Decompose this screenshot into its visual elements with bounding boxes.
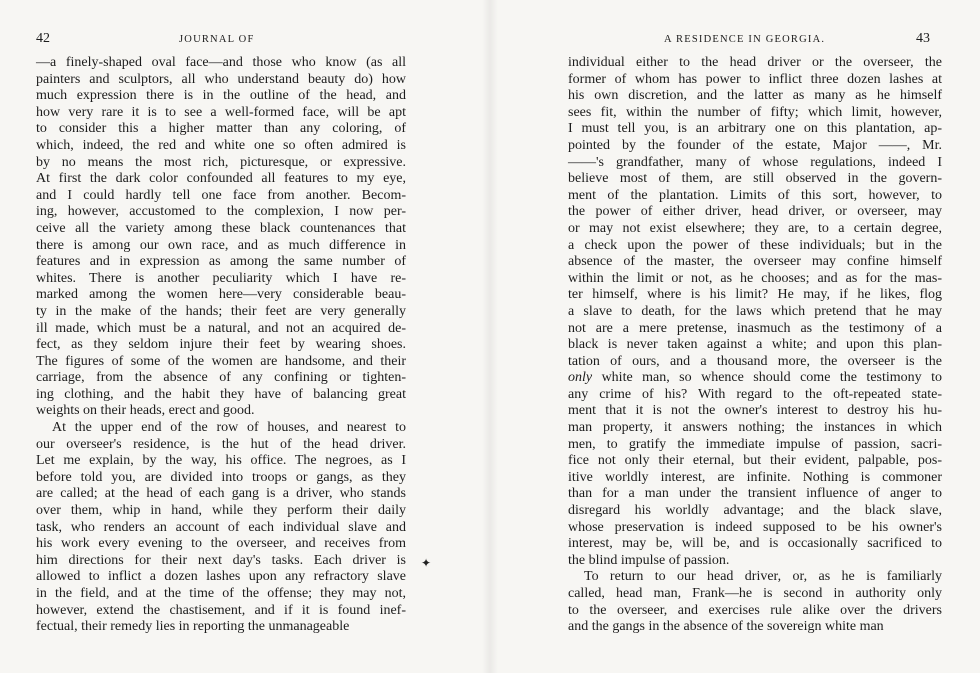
text-line: painters and sculptors, all who understand beauty do) how bbox=[36, 71, 406, 87]
right-page-header bbox=[568, 30, 930, 48]
text-line: to the overseer, and exercises rule alike over the drivers bbox=[568, 602, 942, 618]
left-page-number: 42 bbox=[36, 31, 50, 46]
text-line: only white man, so whence should come the testimony to bbox=[568, 370, 942, 386]
text-line: a check upon the power of these individuals; but in the bbox=[568, 237, 942, 253]
text-line: weights on their heads, erect and good. bbox=[36, 403, 255, 419]
text-line: however, extend the chastisement, and if it is found inef- bbox=[36, 602, 406, 618]
text-line: are called; at the head of each gang is a driver, who stands bbox=[36, 486, 406, 502]
text-line: by no means the most rich, picturesque, or expressive. bbox=[36, 154, 406, 170]
text-line: To return to our head driver, or, as he is familiarly bbox=[584, 569, 942, 585]
text-line: interest, may be, will be, and is occasionally sacrificed to bbox=[568, 536, 942, 552]
text-line: ill made, which must be a natural, and not an acquired de- bbox=[36, 320, 406, 336]
left-running-head: JOURNAL OF bbox=[179, 34, 255, 45]
text-line: over them, whip in hand, while they perform their daily bbox=[36, 503, 406, 519]
right-page-number: 43 bbox=[916, 31, 930, 46]
right-page bbox=[490, 0, 980, 673]
text-line: I must tell you, is an arbitrary one on this plantation, ap- bbox=[568, 121, 942, 137]
text-line: than for a man under the transient influence of anger to bbox=[568, 486, 942, 502]
text-line: man property, it answers nothing; the instances in which bbox=[568, 420, 942, 436]
text-line: there is among our own race, and as much difference in bbox=[36, 237, 406, 253]
text-line: the blind impulse of passion. bbox=[568, 552, 730, 568]
text-line: before told you, are divided into troops or gangs, as they bbox=[36, 469, 406, 485]
text-line: individual either to the head driver or the overseer, the bbox=[568, 55, 942, 70]
text-line: At the upper end of the row of houses, and nearest to bbox=[52, 420, 406, 436]
text-line: task, who renders an account of each individual slave and bbox=[36, 519, 406, 535]
text-line: which, indeed, the red and white one so often admired is bbox=[36, 137, 406, 153]
text-line: sees fit, within the number of fifty; which limit, however, bbox=[568, 104, 942, 120]
text-line: ter himself, where is his limit? He may, if he likes, flog bbox=[568, 287, 942, 303]
text-line: features and in expression as among the same number of bbox=[36, 254, 406, 270]
text-line: tation of ours, and a thousand more, the overseer is the bbox=[568, 353, 942, 369]
text-line: and I could hardly tell one face from another. Becom- bbox=[36, 187, 406, 203]
text-line: fice not only their eternal, but their evident, palpable, pos- bbox=[568, 453, 942, 469]
text-line: not are a mere pretense, inasmuch as the testimony of a bbox=[568, 320, 942, 336]
text-line: At first the dark color confounded all features to my eye, bbox=[36, 171, 406, 187]
text-line: pointed by the founder of the estate, Major ——, Mr. bbox=[568, 137, 942, 153]
text-line: ty in the make of the hands; their feet are very generally bbox=[36, 303, 406, 319]
text-line: to consider this a higher matter than any coloring, of bbox=[36, 121, 406, 137]
text-line: his own discretion, and the latter as many as he himself bbox=[568, 88, 942, 104]
text-line: much expression there is in the outline of the head, and bbox=[36, 88, 406, 104]
right-page-text bbox=[568, 55, 942, 636]
text-line: former of whom has power to inflict three dozen lashes at bbox=[568, 71, 942, 87]
left-page-header bbox=[36, 30, 406, 48]
text-line: ceive all the variety among these black countenances that bbox=[36, 220, 406, 236]
text-line: or may not exist elsewhere; they are, to a certain degree, bbox=[568, 220, 942, 236]
right-running-head: A RESIDENCE IN GEORGIA. bbox=[664, 34, 826, 45]
text-line: his work every evening to the overseer, and receives from bbox=[36, 536, 406, 552]
ink-speck: ✦ bbox=[421, 556, 432, 570]
text-line: called, head man, Frank—he is second in authority only bbox=[568, 586, 942, 601]
text-line: the power of either driver, head driver, or overseer, may bbox=[568, 204, 942, 220]
text-line: a slave to death, for the laws which pretend that he may bbox=[568, 303, 942, 319]
text-line: itive worldly interest, are infinite. Nothing is commoner bbox=[568, 469, 942, 485]
text-line: how very rare it is to see a well-formed face, will be apt bbox=[36, 104, 406, 120]
text-line: carriage, from the absence of any confining or tighten- bbox=[36, 370, 406, 386]
left-page-text bbox=[36, 55, 406, 636]
text-line: The figures of some of the women are handsome, and their bbox=[36, 353, 406, 369]
text-line: absence of the master, the overseer may confine himself bbox=[568, 254, 942, 270]
text-line: and the gangs in the absence of the sovereign white man bbox=[568, 619, 884, 635]
text-line: our overseer's residence, is the hut of the head driver. bbox=[36, 436, 406, 452]
text-line: ing clothing, and the habit they have of balancing great bbox=[36, 386, 406, 402]
text-line: disregard his worldly advantage; and the black slave, bbox=[568, 503, 942, 519]
text-line: fect, as they seldom injure their feet by wearing shoes. bbox=[36, 337, 406, 353]
text-line: allowed to inflict a dozen lashes upon any refractory slave bbox=[36, 569, 406, 585]
text-line: black is never taken against a white; and upon this plan- bbox=[568, 337, 942, 353]
text-line: ment of the plantation. Limits of this sort, however, to bbox=[568, 187, 942, 203]
text-line: men, to gratify the immediate impulse of passion, sacri- bbox=[568, 436, 942, 452]
text-line: whose preservation is indeed supposed to be his owner's bbox=[568, 519, 942, 535]
text-line: Let me explain, by the way, his office. The negroes, as I bbox=[36, 453, 406, 469]
text-line: any crime of his? With regard to the oft-repeated state- bbox=[568, 386, 942, 402]
text-line: ing, however, accustomed to the complexion, I now per- bbox=[36, 204, 406, 220]
text-line: marked among the women here—very considerable beau- bbox=[36, 287, 406, 303]
text-line: ment that it is not the owner's interest to destroy his hu- bbox=[568, 403, 942, 419]
text-line: in the field, and at the time of the offense; they may not, bbox=[36, 586, 406, 601]
text-line: within the limit or not, as he chooses; and as for the mas- bbox=[568, 270, 942, 286]
text-line: believe most of them, are still observed in the govern- bbox=[568, 171, 942, 187]
text-line: him directions for their next day's tasks. Each driver is bbox=[36, 552, 406, 568]
text-line: fectual, their remedy lies in reporting the unmanageable bbox=[36, 619, 350, 635]
text-line: ——'s grandfather, many of whose regulations, indeed I bbox=[568, 154, 942, 170]
text-line: whites. There is another peculiarity which I have re- bbox=[36, 270, 406, 286]
text-line: —a finely-shaped oval face—and those who know (as all bbox=[36, 55, 406, 70]
